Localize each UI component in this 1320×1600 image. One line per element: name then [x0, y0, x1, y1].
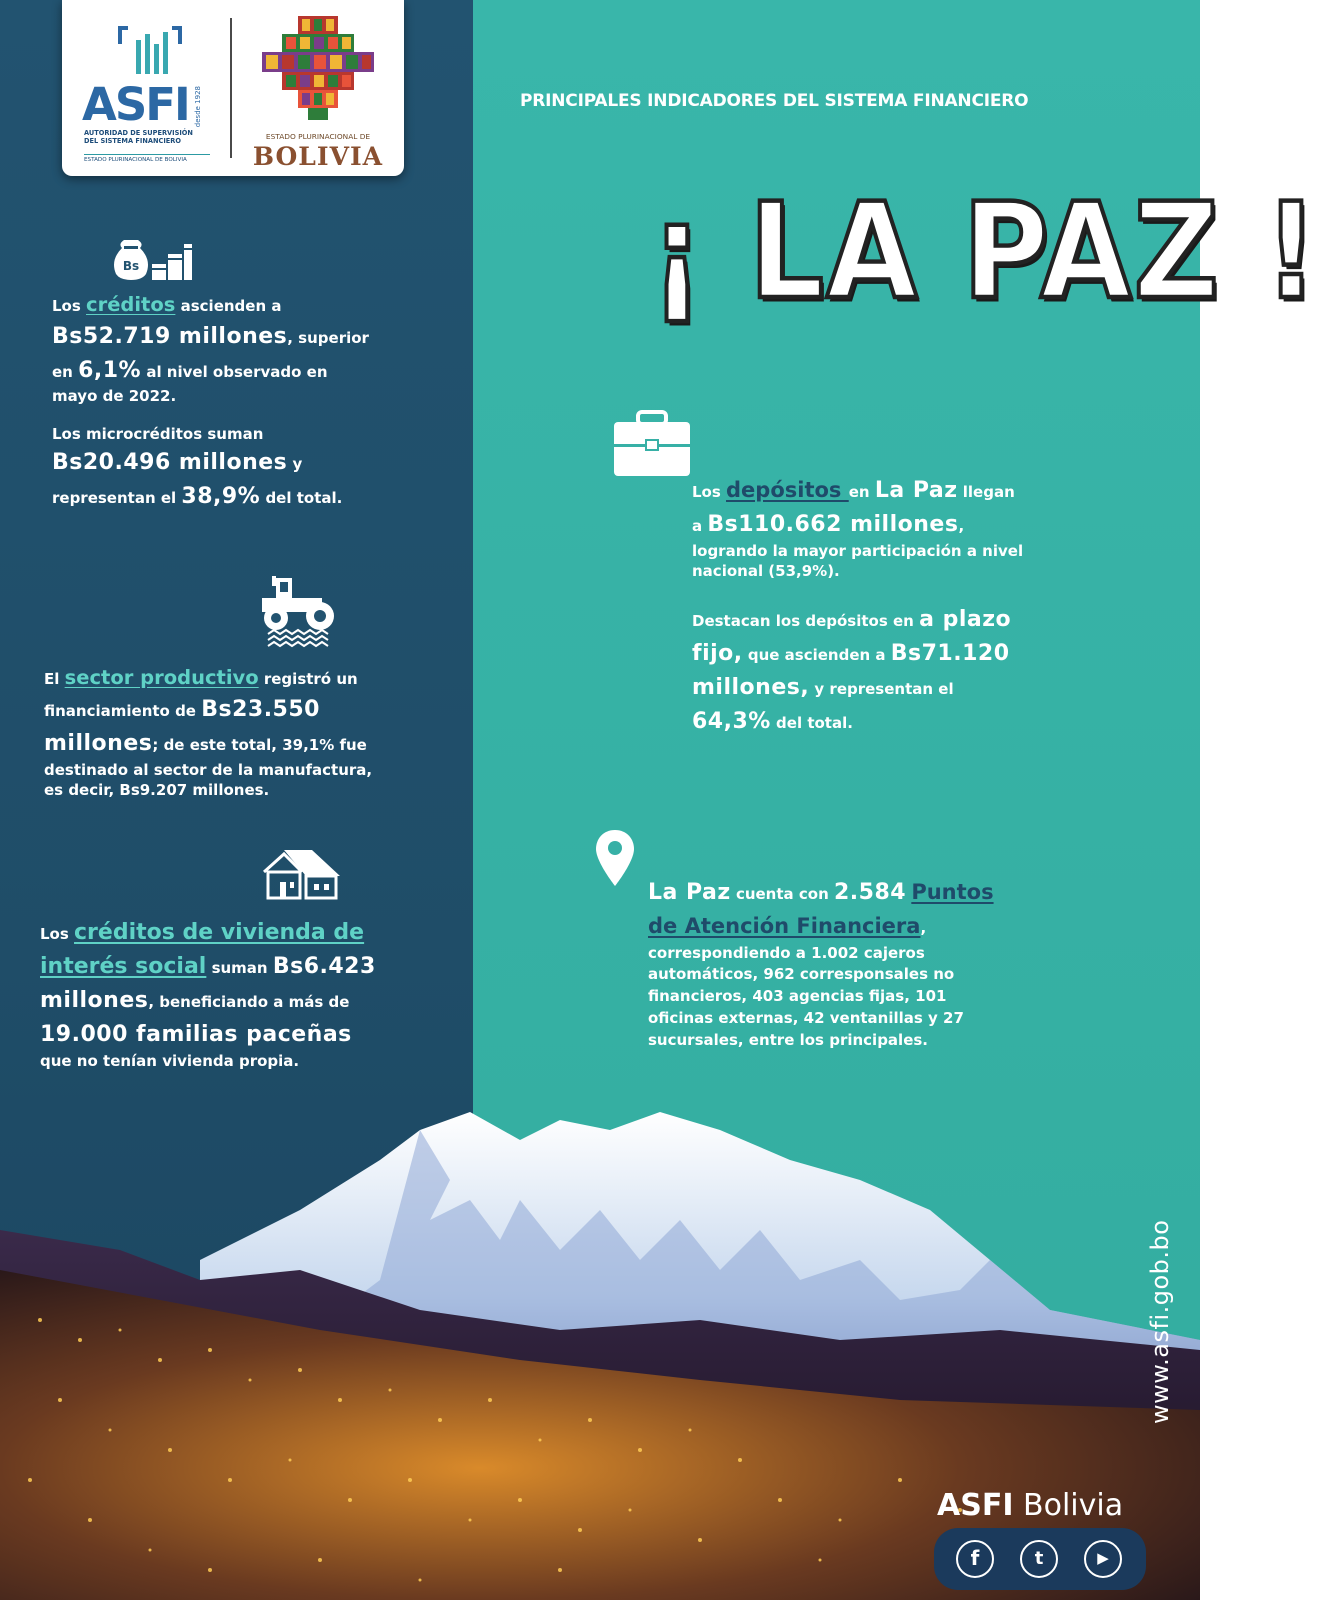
vivienda-block: Los créditos de vivienda de interés social suman Bs6.423 millones, beneficiando a más de 19.000 familias paceñas que no tenían vivienda propia.	[40, 920, 376, 1071]
creditos-amount: Bs52.719 millones	[52, 324, 288, 350]
asfi-tagline: AUTORIDAD DE SUPERVISIÓN DEL SISTEMA FINANCIERO	[84, 129, 193, 145]
productivo-amount: Bs23.550	[201, 697, 320, 723]
location-pin-icon	[594, 828, 636, 888]
brand-name: ASFI Bolivia	[937, 1488, 1124, 1523]
house-icon	[262, 846, 344, 900]
asfi-bars-icon	[82, 16, 212, 86]
microcreditos-share: 38,9%	[181, 484, 261, 510]
sector-productivo-block: El sector productivo registró un financiamiento de Bs23.550 millones; de este total, 39,1% fue destinado al sector de la manufactura, es decir, Bs9.207 millones.	[44, 666, 373, 799]
chakana-emblem-icon	[242, 12, 394, 127]
depositos-block: Los depósitos en La Paz llegan a Bs110.662 millones, logrando la mayor participación a nivel nacional (53,9%). Destacan los depósitos en a plazo fijo, que ascienden a Bs71.120 millones, y representan el 64,3% del total.	[692, 478, 1024, 735]
puntos-link: Puntos	[911, 880, 994, 904]
twitter-icon[interactable]: t	[1020, 1540, 1058, 1578]
vivienda-link: créditos de vivienda de	[74, 920, 365, 945]
asfi-state: ESTADO PLURINACIONAL DE BOLIVIA	[84, 154, 210, 163]
asfi-logo	[82, 16, 212, 166]
tractor-icon	[262, 574, 336, 650]
illimani-city-landscape	[0, 1100, 1200, 1600]
bolivia-logo	[242, 12, 394, 172]
vivienda-amount: Bs6.423	[272, 954, 376, 980]
depositos-link: depósitos	[726, 478, 849, 502]
microcreditos-amount: Bs20.496 millones	[52, 450, 288, 476]
asfi-wordmark: ASFI	[82, 78, 189, 131]
sector-productivo-link: sector productivo	[64, 666, 259, 689]
plazo-fijo-share: 64,3%	[692, 709, 771, 735]
creditos-growth: 6,1%	[78, 358, 142, 384]
depositos-amount: Bs110.662 millones	[707, 512, 959, 538]
bolivia-name: BOLIVIA	[252, 142, 384, 171]
main-title: ¡ LA PAZ !	[650, 173, 1320, 329]
social-bar	[934, 1528, 1146, 1590]
creditos-block: Los créditos ascienden a Bs52.719 millones, superior en 6,1% al nivel observado en mayo de 2022. Los microcréditos suman Bs20.496 millones y representan el 38,9% del total.	[52, 293, 369, 510]
header-subtitle: PRINCIPALES INDICADORES DEL SISTEMA FINANCIERO	[520, 91, 1029, 111]
bolivia-state-label: ESTADO PLURINACIONAL DE	[265, 132, 371, 141]
puntos-atencion-block: La Paz cuenta con 2.584 Puntos de Atención Financiera, correspondiendo a 1.002 cajeros automáticos, 962 corresponsales no financieros, 403 agencias fijas, 101 oficinas externas, 42 ventanillas y 27 sucursales, entre los principales.	[648, 880, 994, 1049]
money-bag-icon	[112, 234, 192, 282]
vivienda-familias: 19.000 familias paceñas	[40, 1022, 352, 1048]
logo-card	[62, 0, 404, 176]
logo-divider	[230, 18, 232, 158]
website-url[interactable]: www.asfi.gob.bo	[1146, 1219, 1174, 1424]
briefcase-icon	[612, 410, 692, 478]
youtube-icon[interactable]: ▶	[1084, 1540, 1122, 1578]
asfi-since: desde 1928	[194, 86, 202, 128]
puntos-count: 2.584	[833, 880, 907, 905]
facebook-icon[interactable]: f	[956, 1540, 994, 1578]
money-bag-label: Bs	[122, 259, 140, 273]
creditos-link: créditos	[86, 293, 176, 316]
plazo-fijo-amount: Bs71.120	[890, 641, 1010, 667]
